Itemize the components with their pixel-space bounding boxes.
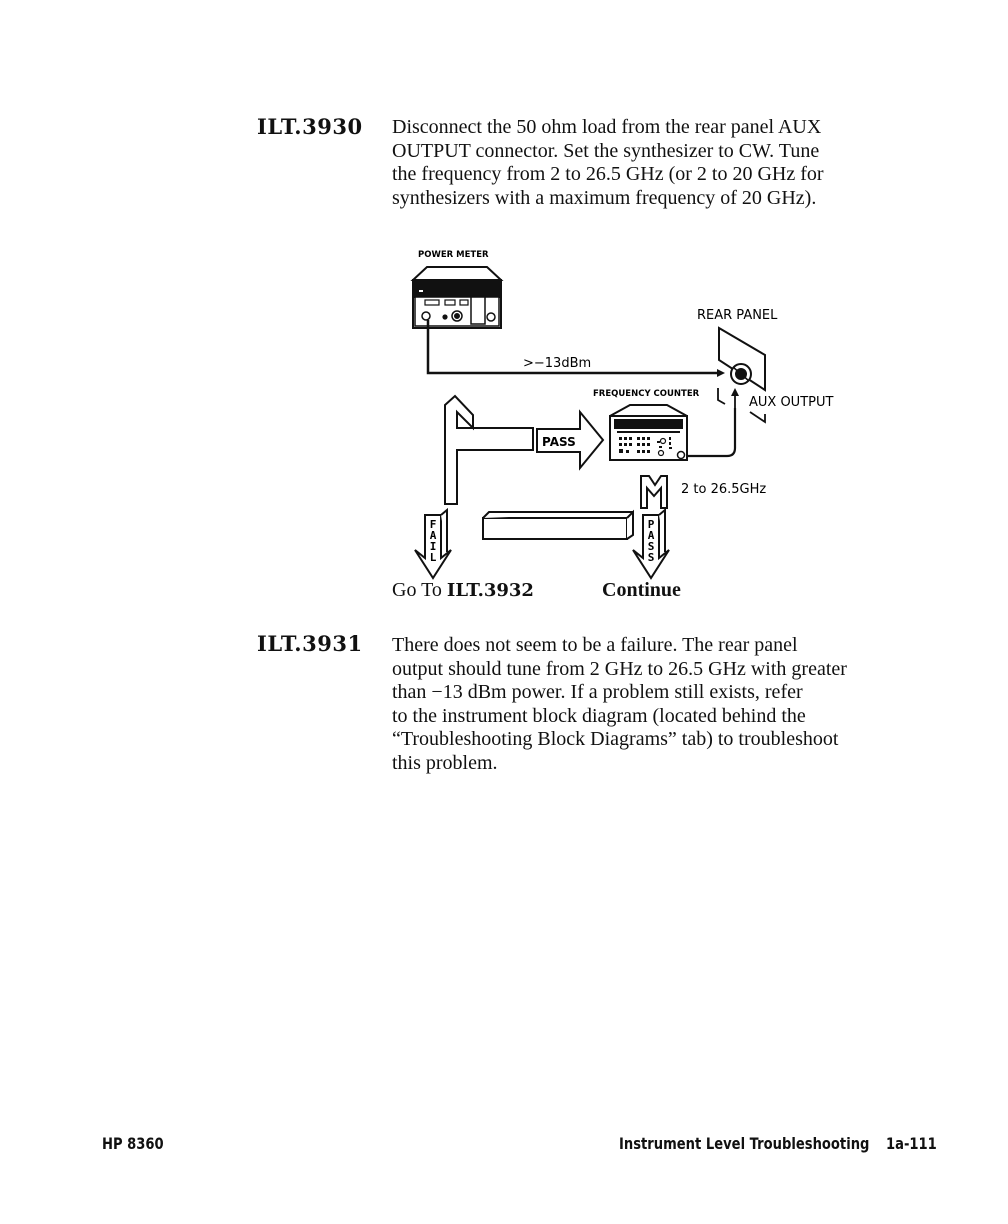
fail-letter: I [429,540,437,553]
flow-branch-icon [445,396,533,504]
fail-prefix: Go To [392,579,447,601]
fail-target-link: ILT.3932 [446,580,534,601]
footer-product: HP 8360 [102,1134,164,1153]
frequency-counter-icon [610,405,687,460]
pass-letter: S [647,540,655,553]
text-line: this problem. [392,751,498,774]
fail-letter: A [429,529,437,542]
frequency-counter-label: FREQUENCY COUNTER [593,389,700,399]
test-setup-diagram [405,240,865,580]
pass-outcome: Continue [602,579,681,601]
aux-output-label: AUX OUTPUT [749,395,834,410]
step-id-3931: ILT.3931 [257,631,363,656]
pass-letter: S [647,551,655,564]
pass-letter: A [647,529,655,542]
rear-panel-label: REAR PANEL [697,308,778,323]
fail-outcome [392,579,534,602]
step-text-3930 [392,116,952,210]
step-id-3930: ILT.3930 [257,114,363,139]
pass-arrow-label: PASS [542,435,576,449]
fail-letter: F [429,518,437,531]
text-line: Disconnect the 50 ohm load from the rear panel AUX [392,116,822,138]
text-line: than −13 dBm power. If a problem still exists, refer [392,681,803,703]
power-meter-label: POWER METER [418,250,489,260]
fail-letter: L [429,551,437,564]
power-meter-icon [413,267,501,328]
text-line: “Troubleshooting Block Diagrams” tab) to troubleshoot [392,728,839,750]
pass-letter: P [647,518,655,531]
text-line: to the instrument block diagram (located behind the [392,704,806,727]
frequency-range-label: 2 to 26.5GHz [681,482,767,497]
power-reading: >−13dBm [523,356,592,371]
step-text-3931 [392,634,952,775]
text-line: There does not seem to be a failure. The rear panel [392,634,798,656]
text-line: the frequency from 2 to 26.5 GHz (or 2 to 20 GHz for [392,163,824,185]
text-line: OUTPUT connector. Set the synthesizer to CW. Tune [392,139,820,162]
footer-page-number: 1a-111 [886,1134,937,1153]
step-marker-icon [641,476,667,508]
aux-output-connector-icon [719,328,765,390]
decision-bar [483,512,633,539]
footer-section: Instrument Level Troubleshooting [619,1134,870,1153]
text-line: output should tune from 2 GHz to 26.5 GHz with greater [392,657,847,680]
text-line: synthesizers with a maximum frequency of 20 GHz). [392,186,817,209]
